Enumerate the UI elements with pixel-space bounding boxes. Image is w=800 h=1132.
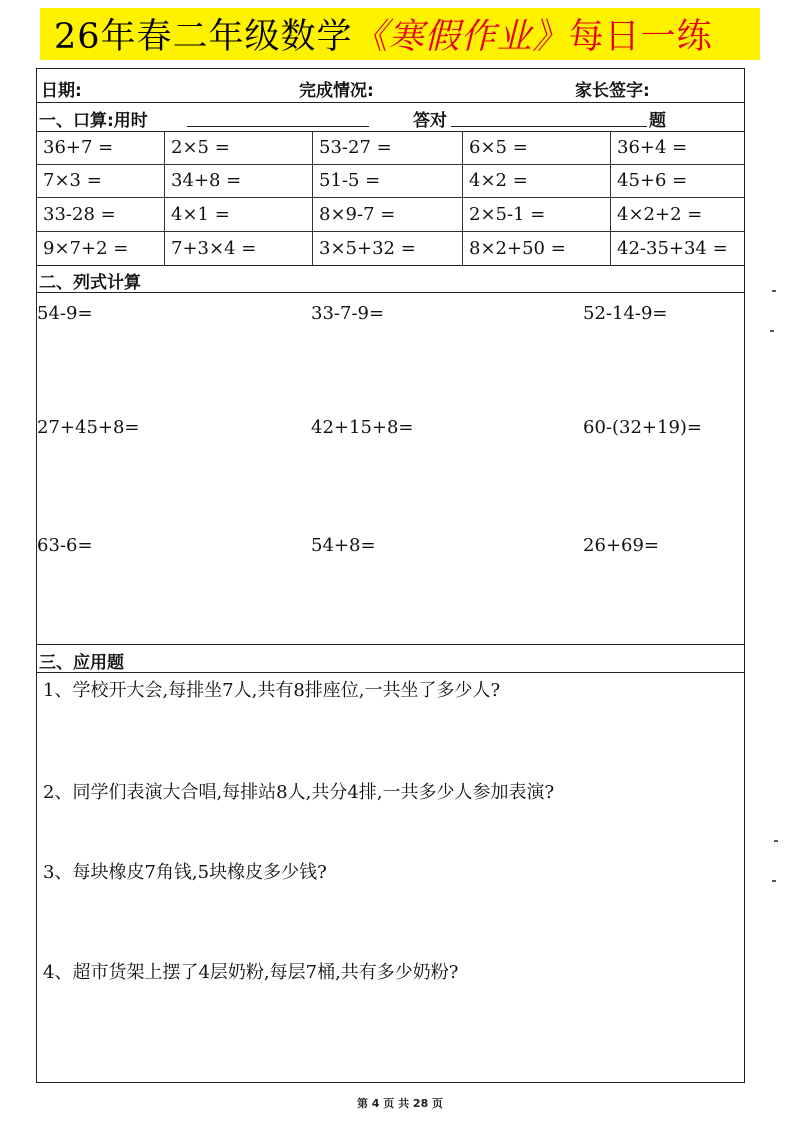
calc-item: 33-7-9= xyxy=(311,303,385,324)
word-problem: 2、同学们表演大合唱,每排站8人,共分4排,一共多少人参加表演? xyxy=(43,782,555,803)
word-problem: 4、超市货架上摆了4层奶粉,每层7桶,共有多少奶粉? xyxy=(43,962,459,983)
calc-item: 60-(32+19)= xyxy=(583,417,703,438)
section-2-title: 二、列式计算 xyxy=(39,273,141,293)
word-problem: 3、每块橡皮7角钱,5块橡皮多少钱? xyxy=(43,862,327,883)
worksheet-frame xyxy=(36,68,745,1083)
completion-status-label: 完成情况: xyxy=(299,81,374,101)
calc-item: 54+8= xyxy=(311,535,376,556)
title-banner xyxy=(40,8,760,60)
calc-item: 42+15+8= xyxy=(311,417,414,438)
scan-speck xyxy=(772,880,776,882)
oral-question: 3×5+32 = xyxy=(313,232,463,266)
calc-item: 52-14-9= xyxy=(583,303,668,324)
section-1-title: 一、口算:用时 xyxy=(39,111,148,131)
oral-question: 36+7 = xyxy=(37,131,165,165)
oral-question: 53-27 = xyxy=(313,131,463,165)
oral-question: 34+8 = xyxy=(165,165,313,199)
oral-question: 4×2 = xyxy=(463,165,611,199)
scan-speck xyxy=(774,840,778,842)
banner-daily-text: 每日一练 xyxy=(568,17,713,57)
banner-book-title: 《寒假作业》 xyxy=(352,17,569,57)
oral-question: 51-5 = xyxy=(313,165,463,199)
calc-item: 54-9= xyxy=(37,303,93,324)
oral-question: 8×9-7 = xyxy=(313,198,463,232)
banner-grade-text: 26年春二年级数学 xyxy=(54,17,353,57)
oral-question: 6×5 = xyxy=(463,131,611,165)
section-3-title-row xyxy=(37,644,744,673)
oral-question: 36+4 = xyxy=(611,131,744,165)
time-blank xyxy=(187,126,369,127)
oral-math-grid xyxy=(37,131,744,266)
oral-question: 7+3×4 = xyxy=(165,232,313,266)
oral-question: 33-28 = xyxy=(37,198,165,232)
correct-count-blank xyxy=(451,126,647,127)
oral-question: 4×2+2 = xyxy=(611,198,744,232)
oral-question: 42-35+34 = xyxy=(617,237,728,259)
scan-speck xyxy=(772,290,776,292)
calc-item: 63-6= xyxy=(37,535,93,556)
oral-question: 8×2+50 = xyxy=(463,232,611,266)
questions-label: 题 xyxy=(649,111,666,131)
oral-question: 9×7+2 = xyxy=(37,232,165,266)
oral-question: 7×3 = xyxy=(37,165,165,199)
calc-item: 27+45+8= xyxy=(37,417,140,438)
oral-question: 2×5 = xyxy=(165,131,313,165)
section-1-title-row xyxy=(37,102,744,132)
scan-speck xyxy=(770,330,774,332)
calc-item: 26+69= xyxy=(583,535,659,556)
oral-question: 4×1 = xyxy=(165,198,313,232)
oral-question: 45+6 = xyxy=(611,165,744,199)
section-2-title-row xyxy=(37,265,744,293)
word-problem: 1、学校开大会,每排坐7人,共有8排座位,一共坐了多少人? xyxy=(43,680,501,701)
date-label: 日期: xyxy=(41,81,82,101)
header-row xyxy=(37,69,744,103)
oral-question: 2×5-1 = xyxy=(463,198,611,232)
parent-signature-label: 家长签字: xyxy=(575,81,650,101)
page-number: 第 4 页 共 28 页 xyxy=(356,1097,444,1110)
correct-label: 答对 xyxy=(413,111,447,131)
section-3-title: 三、应用题 xyxy=(39,653,124,673)
